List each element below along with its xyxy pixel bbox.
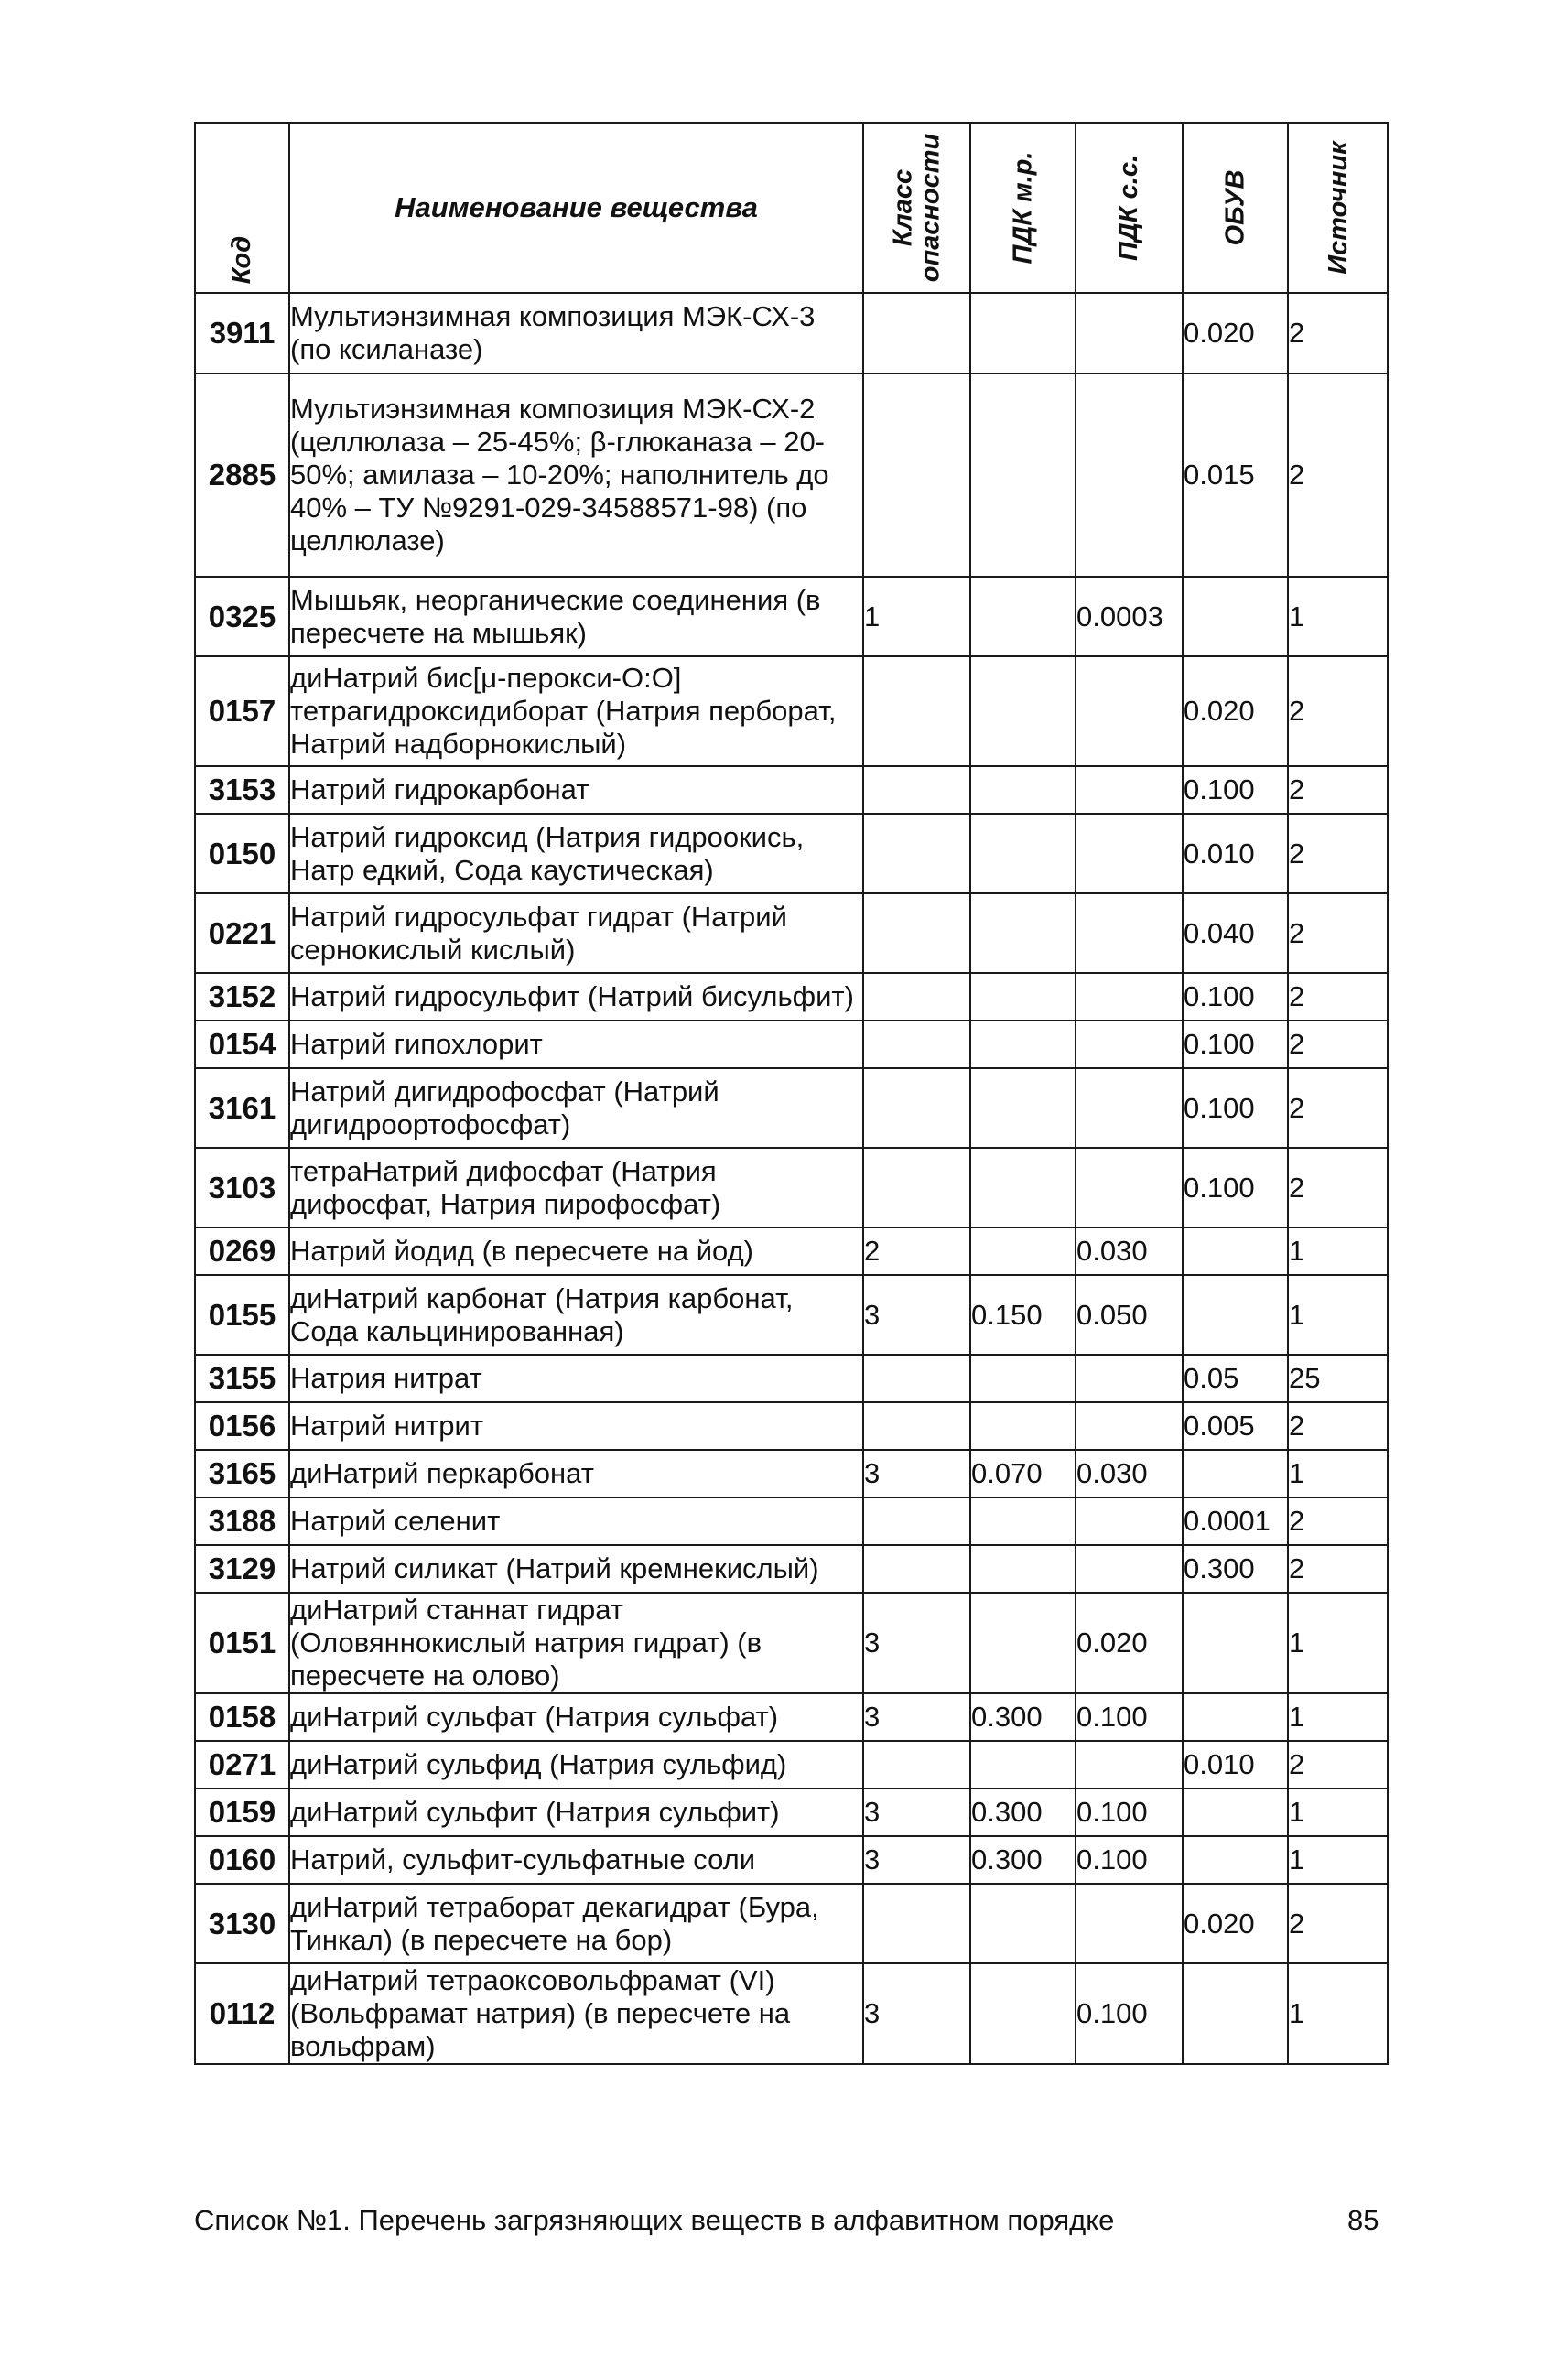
cell-source: 2 (1288, 1148, 1388, 1227)
table-row (195, 1545, 1388, 1593)
cell-source: 1 (1288, 1963, 1388, 2064)
cell-source: 1 (1288, 1227, 1388, 1275)
table-row (195, 1789, 1388, 1836)
cell-pdk-mr: 0.150 (970, 1275, 1076, 1355)
cell-name: Натрий силикат (Натрий кремнекислый) (289, 1545, 863, 1593)
cell-source: 2 (1288, 1545, 1388, 1593)
cell-obuv (1183, 577, 1288, 656)
cell-name: диНатрий бис[μ-перокси-O:O] тетрагидроксидиборат (Натрия перборат, Натрий надборнокислый) (289, 656, 863, 766)
cell-pdk-ss (1076, 1545, 1183, 1593)
table-row (195, 766, 1388, 814)
cell-code: 3129 (195, 1545, 289, 1593)
cell-hazard-class: 3 (863, 1963, 970, 2064)
table-row (195, 293, 1388, 373)
header-obuv: ОБУВ (1183, 123, 1288, 293)
table-row (195, 373, 1388, 577)
cell-pdk-mr (970, 656, 1076, 766)
cell-obuv: 0.300 (1183, 1545, 1288, 1593)
table-row (195, 814, 1388, 893)
cell-hazard-class (863, 1497, 970, 1545)
page-number: 85 (1347, 2204, 1379, 2236)
cell-hazard-class (863, 893, 970, 973)
cell-obuv (1183, 1836, 1288, 1884)
table-row (195, 1963, 1388, 2064)
cell-pdk-mr (970, 1068, 1076, 1148)
header-code: Код (195, 123, 289, 293)
cell-obuv: 0.015 (1183, 373, 1288, 577)
cell-hazard-class (863, 656, 970, 766)
cell-pdk-mr (970, 1545, 1076, 1593)
table-row (195, 1884, 1388, 1963)
cell-name: Натрий гидроксид (Натрия гидроокись, Натр едкий, Сода каустическая) (289, 814, 863, 893)
cell-obuv: 0.05 (1183, 1355, 1288, 1402)
cell-code: 0151 (195, 1593, 289, 1693)
cell-pdk-mr (970, 766, 1076, 814)
cell-name: диНатрий карбонат (Натрия карбонат, Сода кальцинированная) (289, 1275, 863, 1355)
cell-name: Натрий нитрит (289, 1402, 863, 1450)
header-pdk-ss: ПДК с.с. (1076, 123, 1183, 293)
cell-name: диНатрий перкарбонат (289, 1450, 863, 1497)
cell-pdk-mr (970, 893, 1076, 973)
table-row (195, 973, 1388, 1021)
cell-source: 2 (1288, 373, 1388, 577)
cell-pdk-ss (1076, 1402, 1183, 1450)
cell-source: 25 (1288, 1355, 1388, 1402)
cell-obuv: 0.020 (1183, 293, 1288, 373)
cell-hazard-class (863, 373, 970, 577)
cell-hazard-class: 2 (863, 1227, 970, 1275)
cell-code: 0155 (195, 1275, 289, 1355)
cell-code: 0325 (195, 577, 289, 656)
cell-name: диНатрий станнат гидрат (Оловяннокислый натрия гидрат) (в пересчете на олово) (289, 1593, 863, 1693)
table-row (195, 1275, 1388, 1355)
cell-code: 3153 (195, 766, 289, 814)
cell-obuv (1183, 1963, 1288, 2064)
cell-source: 1 (1288, 1275, 1388, 1355)
cell-obuv: 0.100 (1183, 1021, 1288, 1068)
cell-pdk-ss (1076, 1068, 1183, 1148)
cell-pdk-mr (970, 1884, 1076, 1963)
cell-pdk-mr (970, 1963, 1076, 2064)
cell-pdk-ss (1076, 766, 1183, 814)
cell-source: 1 (1288, 1593, 1388, 1693)
table-row (195, 577, 1388, 656)
cell-obuv: 0.100 (1183, 973, 1288, 1021)
cell-pdk-ss: 0.100 (1076, 1693, 1183, 1741)
cell-obuv: 0.010 (1183, 814, 1288, 893)
cell-pdk-mr (970, 1402, 1076, 1450)
table-row (195, 1450, 1388, 1497)
cell-code: 0150 (195, 814, 289, 893)
cell-hazard-class (863, 1884, 970, 1963)
cell-name: Натрий дигидрофосфат (Натрий дигидроортофосфат) (289, 1068, 863, 1148)
cell-name: Натрий гидросульфит (Натрий бисульфит) (289, 973, 863, 1021)
cell-code: 0221 (195, 893, 289, 973)
cell-pdk-ss: 0.0003 (1076, 577, 1183, 656)
cell-obuv: 0.100 (1183, 766, 1288, 814)
cell-hazard-class: 3 (863, 1789, 970, 1836)
cell-obuv (1183, 1789, 1288, 1836)
header-source: Источник (1288, 123, 1388, 293)
cell-pdk-mr: 0.300 (970, 1836, 1076, 1884)
table-row (195, 656, 1388, 766)
cell-code: 2885 (195, 373, 289, 577)
cell-pdk-ss (1076, 893, 1183, 973)
cell-name: диНатрий сульфит (Натрия сульфит) (289, 1789, 863, 1836)
cell-code: 0159 (195, 1789, 289, 1836)
cell-source: 1 (1288, 1450, 1388, 1497)
cell-code: 3165 (195, 1450, 289, 1497)
cell-pdk-ss (1076, 1741, 1183, 1789)
cell-obuv (1183, 1593, 1288, 1693)
cell-pdk-ss (1076, 1497, 1183, 1545)
cell-pdk-ss (1076, 1355, 1183, 1402)
cell-pdk-mr (970, 1021, 1076, 1068)
cell-name: тетраНатрий дифосфат (Натрия дифосфат, Натрия пирофосфат) (289, 1148, 863, 1227)
cell-source: 2 (1288, 893, 1388, 973)
cell-name: Натрия нитрат (289, 1355, 863, 1402)
cell-code: 0154 (195, 1021, 289, 1068)
cell-obuv: 0.020 (1183, 656, 1288, 766)
cell-obuv: 0.040 (1183, 893, 1288, 973)
cell-source: 1 (1288, 577, 1388, 656)
table-row (195, 1068, 1388, 1148)
header-hazard-class: Класс опасности (863, 123, 970, 293)
table-row (195, 893, 1388, 973)
cell-hazard-class: 3 (863, 1693, 970, 1741)
cell-obuv: 0.010 (1183, 1741, 1288, 1789)
cell-name: Натрий гидросульфат гидрат (Натрий сернокислый кислый) (289, 893, 863, 973)
cell-hazard-class: 3 (863, 1275, 970, 1355)
cell-name: Мышьяк, неорганические соединения (в пересчете на мышьяк) (289, 577, 863, 656)
cell-pdk-ss: 0.030 (1076, 1450, 1183, 1497)
cell-pdk-mr: 0.300 (970, 1789, 1076, 1836)
cell-hazard-class: 3 (863, 1450, 970, 1497)
cell-hazard-class (863, 973, 970, 1021)
cell-hazard-class (863, 1545, 970, 1593)
cell-code: 0160 (195, 1836, 289, 1884)
cell-pdk-ss (1076, 373, 1183, 577)
cell-pdk-ss (1076, 1148, 1183, 1227)
cell-pdk-mr (970, 973, 1076, 1021)
header-name: Наименование вещества (289, 123, 863, 293)
table-row (195, 1021, 1388, 1068)
cell-source: 2 (1288, 766, 1388, 814)
cell-pdk-mr: 0.070 (970, 1450, 1076, 1497)
cell-name: Мультиэнзимная композиция МЭК-СХ-3 (по ксиланазе) (289, 293, 863, 373)
cell-obuv (1183, 1450, 1288, 1497)
table-row (195, 1148, 1388, 1227)
cell-pdk-mr (970, 293, 1076, 373)
table-row (195, 1836, 1388, 1884)
cell-name: Натрий йодид (в пересчете на йод) (289, 1227, 863, 1275)
table-row (195, 1402, 1388, 1450)
cell-source: 2 (1288, 1068, 1388, 1148)
cell-pdk-mr: 0.300 (970, 1693, 1076, 1741)
cell-code: 0157 (195, 656, 289, 766)
cell-hazard-class (863, 1741, 970, 1789)
cell-source: 2 (1288, 1741, 1388, 1789)
cell-name: диНатрий сульфид (Натрия сульфид) (289, 1741, 863, 1789)
cell-name: диНатрий тетраоксовольфрамат (VI) (Вольфрамат натрия) (в пересчете на вольфрам) (289, 1963, 863, 2064)
cell-code: 3152 (195, 973, 289, 1021)
cell-hazard-class: 1 (863, 577, 970, 656)
cell-obuv: 0.100 (1183, 1148, 1288, 1227)
cell-source: 2 (1288, 293, 1388, 373)
cell-pdk-ss (1076, 1021, 1183, 1068)
cell-code: 3155 (195, 1355, 289, 1402)
cell-hazard-class: 3 (863, 1593, 970, 1693)
cell-pdk-mr (970, 1355, 1076, 1402)
cell-pdk-ss: 0.100 (1076, 1963, 1183, 2064)
cell-obuv: 0.020 (1183, 1884, 1288, 1963)
table-row (195, 1227, 1388, 1275)
cell-name: Натрий, сульфит-сульфатные соли (289, 1836, 863, 1884)
cell-obuv (1183, 1227, 1288, 1275)
cell-pdk-mr (970, 1148, 1076, 1227)
cell-source: 2 (1288, 1884, 1388, 1963)
cell-source: 1 (1288, 1693, 1388, 1741)
cell-source: 1 (1288, 1836, 1388, 1884)
cell-hazard-class (863, 1021, 970, 1068)
cell-hazard-class (863, 814, 970, 893)
table-row (195, 1497, 1388, 1545)
cell-code: 0158 (195, 1693, 289, 1741)
cell-pdk-ss: 0.030 (1076, 1227, 1183, 1275)
cell-pdk-ss: 0.020 (1076, 1593, 1183, 1693)
pollutants-table (194, 122, 1389, 2065)
cell-hazard-class: 3 (863, 1836, 970, 1884)
table-row (195, 1355, 1388, 1402)
cell-name: Натрий гидрокарбонат (289, 766, 863, 814)
cell-name: Мультиэнзимная композиция МЭК-СХ-2 (целлюлаза – 25-45%; β-глюканаза – 20-50%; амилаза – 10-20%; наполнитель до 40% – ТУ №9291-029-34588571-98) (по целлюлазе) (289, 373, 863, 577)
footer-title: Список №1. Перечень загрязняющих веществ в алфавитном порядке (194, 2204, 1115, 2236)
cell-obuv: 0.005 (1183, 1402, 1288, 1450)
table-row (195, 1693, 1388, 1741)
cell-obuv (1183, 1693, 1288, 1741)
cell-code: 0271 (195, 1741, 289, 1789)
cell-pdk-ss (1076, 814, 1183, 893)
table-row (195, 1741, 1388, 1789)
cell-pdk-mr (970, 814, 1076, 893)
cell-hazard-class (863, 1148, 970, 1227)
cell-pdk-mr (970, 1593, 1076, 1693)
cell-hazard-class (863, 293, 970, 373)
cell-source: 2 (1288, 1021, 1388, 1068)
cell-pdk-mr (970, 1227, 1076, 1275)
cell-code: 3911 (195, 293, 289, 373)
cell-pdk-ss (1076, 656, 1183, 766)
cell-pdk-mr (970, 373, 1076, 577)
cell-pdk-ss: 0.050 (1076, 1275, 1183, 1355)
cell-code: 3103 (195, 1148, 289, 1227)
cell-pdk-ss: 0.100 (1076, 1789, 1183, 1836)
cell-source: 2 (1288, 814, 1388, 893)
cell-source: 2 (1288, 1497, 1388, 1545)
cell-name: диНатрий тетраборат декагидрат (Бура, Тинкал) (в пересчете на бор) (289, 1884, 863, 1963)
cell-pdk-mr (970, 1741, 1076, 1789)
cell-hazard-class (863, 1355, 970, 1402)
cell-code: 0269 (195, 1227, 289, 1275)
cell-code: 0156 (195, 1402, 289, 1450)
cell-code: 3130 (195, 1884, 289, 1963)
cell-pdk-mr (970, 1497, 1076, 1545)
cell-obuv (1183, 1275, 1288, 1355)
table-header-row (195, 123, 1388, 293)
header-pdk-mr: ПДК м.р. (970, 123, 1076, 293)
cell-source: 1 (1288, 1789, 1388, 1836)
cell-pdk-ss: 0.100 (1076, 1836, 1183, 1884)
cell-source: 2 (1288, 973, 1388, 1021)
table-row (195, 1593, 1388, 1693)
cell-code: 3161 (195, 1068, 289, 1148)
cell-name: Натрий гипохлорит (289, 1021, 863, 1068)
cell-hazard-class (863, 1402, 970, 1450)
cell-name: Натрий селенит (289, 1497, 863, 1545)
cell-pdk-ss (1076, 293, 1183, 373)
cell-hazard-class (863, 766, 970, 814)
cell-source: 2 (1288, 1402, 1388, 1450)
cell-code: 3188 (195, 1497, 289, 1545)
cell-hazard-class (863, 1068, 970, 1148)
cell-pdk-ss (1076, 973, 1183, 1021)
cell-obuv: 0.0001 (1183, 1497, 1288, 1545)
cell-pdk-mr (970, 577, 1076, 656)
cell-source: 2 (1288, 656, 1388, 766)
cell-code: 0112 (195, 1963, 289, 2064)
cell-obuv: 0.100 (1183, 1068, 1288, 1148)
cell-name: диНатрий сульфат (Натрия сульфат) (289, 1693, 863, 1741)
cell-pdk-ss (1076, 1884, 1183, 1963)
